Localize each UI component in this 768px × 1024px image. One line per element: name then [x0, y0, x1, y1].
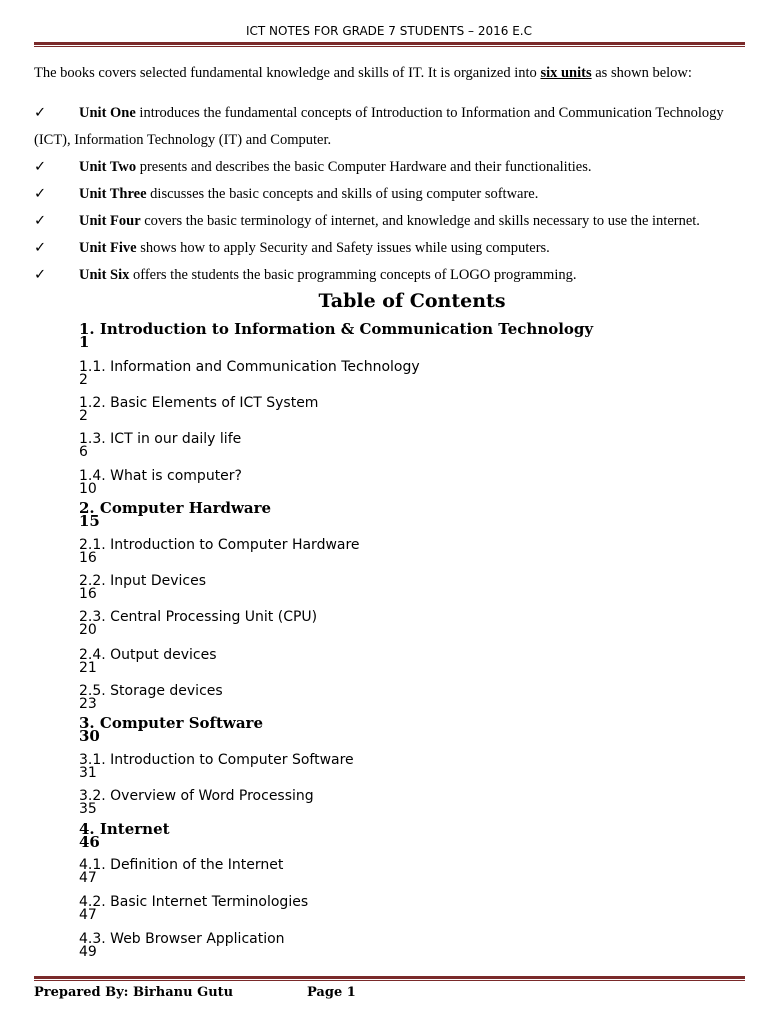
toc-entry-title: 3. Computer Software — [79, 714, 263, 732]
toc-entry-title: 2.4. Output devices — [79, 647, 217, 663]
footer-page-number: Page 1 — [307, 985, 356, 1000]
checkmark-icon: ✓ — [34, 267, 47, 283]
header-rule-thick — [34, 42, 745, 45]
footer-rule-thin — [34, 980, 745, 981]
unit-list-item — [34, 235, 754, 262]
toc-entry-chapter[interactable] — [79, 714, 263, 745]
toc-entry-title: 4.2. Basic Internet Terminologies — [79, 894, 309, 910]
toc-entry-page: 47 — [79, 870, 97, 886]
toc-entry-title: 1.3. ICT in our daily life — [79, 431, 242, 447]
toc-entry-title: 4. Internet — [79, 820, 170, 838]
toc-entry-title: 3.2. Overview of Word Processing — [79, 788, 314, 804]
toc-entry-section[interactable] — [79, 574, 206, 600]
unit-description: introduces the fundamental concepts of Introduction to Information and Communication Technology (ICT), Information Technology (IT) and Computer. — [34, 105, 724, 148]
toc-entry-page: 46 — [79, 833, 100, 851]
checkmark-icon: ✓ — [34, 213, 47, 229]
toc-entry-page: 2 — [79, 372, 88, 388]
unit-name: Unit Four — [79, 213, 141, 229]
header-rule-thin — [34, 46, 745, 47]
intro-emphasis: six units — [540, 65, 592, 81]
unit-name: Unit Six — [79, 267, 130, 283]
toc-entry-title: 4.3. Web Browser Application — [79, 931, 285, 947]
toc-entry-page: 30 — [79, 727, 100, 745]
toc-entry-page: 15 — [79, 512, 100, 530]
toc-entry-page: 23 — [79, 696, 97, 712]
toc-entry-section[interactable] — [79, 360, 420, 386]
unit-description: discusses the basic concepts and skills of using computer software. — [146, 186, 539, 202]
footer-prepared-by: Prepared By: Birhanu Gutu — [34, 985, 234, 1000]
toc-entry-title: 2.5. Storage devices — [79, 683, 223, 699]
unit-description: covers the basic terminology of internet, and knowledge and skills necessary to use the internet. — [140, 213, 700, 229]
toc-entry-section[interactable] — [79, 432, 241, 458]
unit-description: shows how to apply Security and Safety issues while using computers. — [136, 240, 550, 256]
toc-entry-page: 16 — [79, 586, 97, 602]
unit-list-item — [34, 181, 754, 208]
toc-entry-page: 10 — [79, 481, 97, 497]
toc-entry-title: 1. Introduction to Information & Communication Technology — [79, 320, 594, 338]
toc-entry-page: 1 — [79, 333, 90, 351]
toc-entry-page: 47 — [79, 907, 97, 923]
toc-entry-section[interactable] — [79, 932, 285, 958]
toc-entry-page: 2 — [79, 408, 88, 424]
checkmark-icon: ✓ — [34, 186, 47, 202]
toc-entry-section[interactable] — [79, 895, 308, 921]
unit-list-item — [34, 208, 754, 235]
toc-entry-page: 6 — [79, 444, 88, 460]
toc-entry-page: 31 — [79, 765, 97, 781]
checkmark-icon: ✓ — [34, 240, 47, 256]
footer-rule-thick — [34, 976, 745, 979]
toc-entry-title: 1.4. What is computer? — [79, 468, 242, 484]
toc-entry-section[interactable] — [79, 684, 223, 710]
checkmark-icon: ✓ — [34, 105, 47, 121]
toc-entry-section[interactable] — [79, 789, 314, 815]
intro-text-after: as shown below: — [591, 65, 692, 81]
toc-entry-title: 3.1. Introduction to Computer Software — [79, 752, 354, 768]
toc-entry-chapter[interactable] — [79, 320, 594, 351]
unit-description: presents and describes the basic Computer Hardware and their functionalities. — [136, 159, 592, 175]
toc-title: Table of Contents — [318, 290, 506, 312]
toc-entry-section[interactable] — [79, 858, 283, 884]
toc-entry-title: 2.1. Introduction to Computer Hardware — [79, 537, 360, 553]
toc-entry-title: 2.2. Input Devices — [79, 573, 207, 589]
toc-entry-page: 35 — [79, 801, 97, 817]
unit-description: offers the students the basic programming concepts of LOGO programming. — [129, 267, 577, 283]
toc-entry-section[interactable] — [79, 469, 242, 495]
toc-entry-section[interactable] — [79, 648, 217, 674]
intro-text-before: The books covers selected fundamental knowledge and skills of IT. It is organized into — [34, 65, 541, 81]
unit-name: Unit Five — [79, 240, 137, 256]
unit-list-item — [34, 100, 754, 154]
intro-paragraph — [34, 65, 745, 82]
toc-entry-page: 21 — [79, 660, 97, 676]
toc-entry-section[interactable] — [79, 396, 318, 422]
toc-entry-title: 2. Computer Hardware — [79, 499, 272, 517]
unit-name: Unit One — [79, 105, 136, 121]
toc-entry-section[interactable] — [79, 610, 317, 636]
toc-entry-page: 49 — [79, 944, 97, 960]
toc-entry-section[interactable] — [79, 753, 354, 779]
toc-entry-section[interactable] — [79, 538, 360, 564]
unit-name: Unit Three — [79, 186, 147, 202]
toc-entry-chapter[interactable] — [79, 820, 170, 851]
toc-entry-title: 2.3. Central Processing Unit (CPU) — [79, 609, 318, 625]
toc-entry-chapter[interactable] — [79, 499, 272, 530]
toc-entry-page: 20 — [79, 622, 97, 638]
toc-entry-title: 1.2. Basic Elements of ICT System — [79, 395, 319, 411]
unit-list-item — [34, 154, 754, 181]
toc-entry-title: 4.1. Definition of the Internet — [79, 857, 284, 873]
toc-entry-page: 16 — [79, 550, 97, 566]
unit-list — [34, 100, 754, 289]
unit-list-item — [34, 262, 754, 289]
toc-entry-title: 1.1. Information and Communication Technology — [79, 359, 420, 375]
page-header-title: ICT NOTES FOR GRADE 7 STUDENTS – 2016 E.C — [245, 24, 532, 38]
checkmark-icon: ✓ — [34, 159, 47, 175]
unit-name: Unit Two — [79, 159, 137, 175]
